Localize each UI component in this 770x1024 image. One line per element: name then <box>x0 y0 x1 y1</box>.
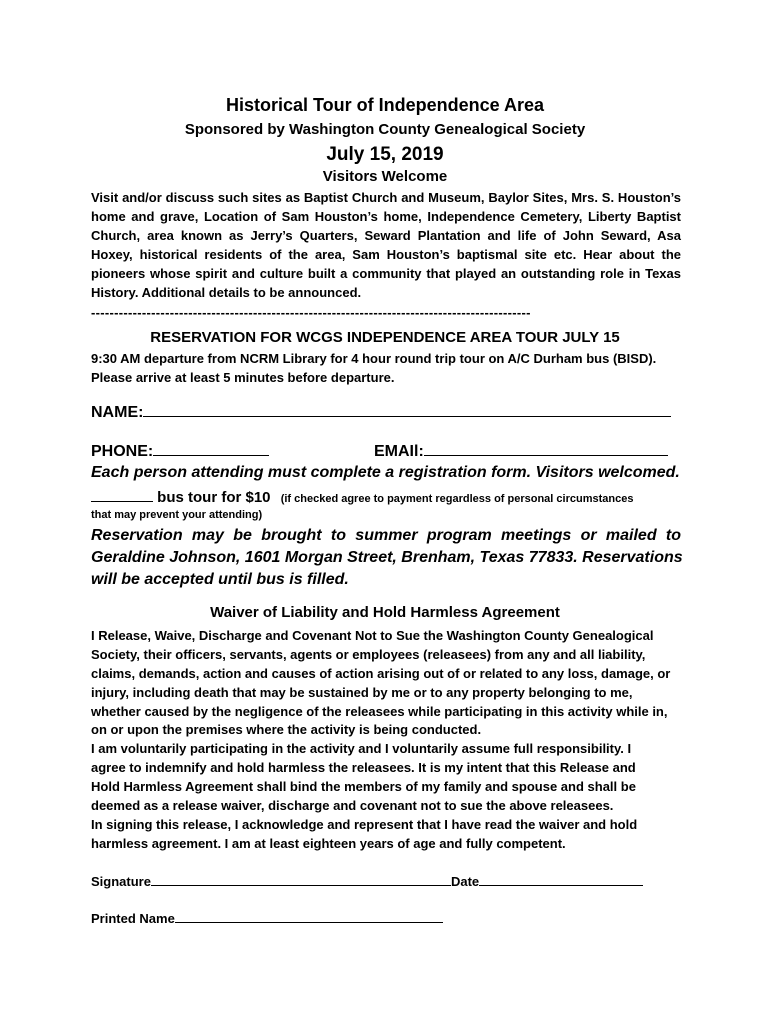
waiver-line: agree to indemnify and hold harmless the releasees. It is my intent that this Release and <box>91 760 636 775</box>
intro-line: pioneers whose spirit and culture built a community that played an outstanding role in Texas <box>91 266 681 281</box>
waiver-line: injury, including death that may be sustained by me or to any property belonging to me, <box>91 685 633 700</box>
intro-line: Visit and/or discuss such sites as Baptist Church and Museum, Baylor Sites, Mrs. S. Houston’s <box>91 190 681 205</box>
printed-name-label: Printed Name <box>91 911 175 926</box>
waiver-line: harmless agreement. I am at least eighteen years of age and fully competent. <box>91 836 566 851</box>
bus-tour-note: (if checked agree to payment regardless of personal circumstances <box>280 493 634 505</box>
phone-label: PHONE: <box>91 443 154 460</box>
registration-note: Each person attending must complete a registration form. Visitors welcomed. <box>91 464 680 481</box>
bus-tour-note-cont: that may prevent your attending) <box>91 509 263 521</box>
reservation-details: 9:30 AM departure from NCRM Library for 4 hour round trip tour on A/C Durham bus (BISD). <box>91 351 657 366</box>
date-blank[interactable] <box>479 874 643 886</box>
waiver-line: claims, demands, action and causes of action arising out of or related to any loss, damage, or <box>91 666 671 681</box>
tour-date: July 15, 2019 <box>326 144 444 165</box>
waiver-line: I Release, Waive, Discharge and Covenant Not to Sue the Washington County Genealogical <box>91 628 654 643</box>
waiver-line: Hold Harmless Agreement shall bind the members of my family and spouse and shall be <box>91 779 636 794</box>
name-label: NAME: <box>91 404 144 421</box>
phone-blank[interactable] <box>153 441 269 456</box>
signature-blank[interactable] <box>151 874 451 886</box>
intro-line: Hoxey, historical residents of the area, Sam Houston’s baptismal site etc. Hear about the <box>91 247 681 262</box>
section-divider: ----------------------------------------------------------------------------------------------- <box>91 305 531 320</box>
waiver-line: whether caused by the negligence of the releasees while participating in this activity while in, <box>91 704 668 719</box>
email-label: EMAIl: <box>374 443 424 460</box>
visitors-welcome: Visitors Welcome <box>322 168 448 185</box>
intro-line: History. Additional details to be announced. <box>91 285 362 300</box>
intro-line: home and grave, Location of Sam Houston’s home, Independence Cemetery, Liberty Baptist <box>91 209 681 224</box>
date-label: Date <box>450 874 480 889</box>
waiver-line: Society, their officers, servants, agents or employees (releasees) from any and all liability, <box>91 647 646 662</box>
bus-tour-label: bus tour for $10 <box>157 489 271 506</box>
email-field[interactable] <box>374 441 668 461</box>
waiver-line: on or upon the premises where the activity is being conducted. <box>91 722 482 737</box>
waiver-line: In signing this release, I acknowledge and represent that I have read the waiver and hold <box>91 817 638 832</box>
name-blank[interactable] <box>143 402 671 417</box>
phone-field[interactable] <box>91 441 269 461</box>
name-field[interactable] <box>91 402 671 422</box>
document-title: Historical Tour of Independence Area <box>225 95 545 115</box>
reservation-title: RESERVATION FOR WCGS INDEPENDENCE AREA TOUR JULY 15 <box>150 329 620 346</box>
printed-name-blank[interactable] <box>175 911 443 923</box>
email-blank[interactable] <box>424 441 668 456</box>
signature-label: Signature <box>91 874 151 889</box>
signature-row[interactable] <box>91 874 643 889</box>
waiver-title: Waiver of Liability and Hold Harmless Agreement <box>210 604 560 621</box>
waiver-line: I am voluntarily participating in the activity and I voluntarily assume full responsibility. I <box>91 741 632 756</box>
intro-line: Church, area known as Jerry’s Quarters, Seward Plantation and life of John Seward, Asa <box>91 228 681 243</box>
bus-tour-checkbox-line[interactable] <box>91 488 633 506</box>
printed-name-row[interactable] <box>91 911 443 926</box>
reservation-arrival-note: Please arrive at least 5 minutes before departure. <box>91 370 395 385</box>
bus-tour-check-blank[interactable] <box>91 488 153 502</box>
mail-address: Geraldine Johnson, 1601 Morgan Street, Brenham, Texas 77833. Reservations <box>91 549 683 566</box>
sponsor-line: Sponsored by Washington County Genealogical Society <box>184 121 586 138</box>
mail-deadline: will be accepted until bus is filled. <box>91 571 349 588</box>
waiver-line: deemed as a release waiver, discharge and covenant not to sue the above releasees. <box>91 798 614 813</box>
mail-instructions: Reservation may be brought to summer program meetings or mailed to <box>91 527 681 544</box>
